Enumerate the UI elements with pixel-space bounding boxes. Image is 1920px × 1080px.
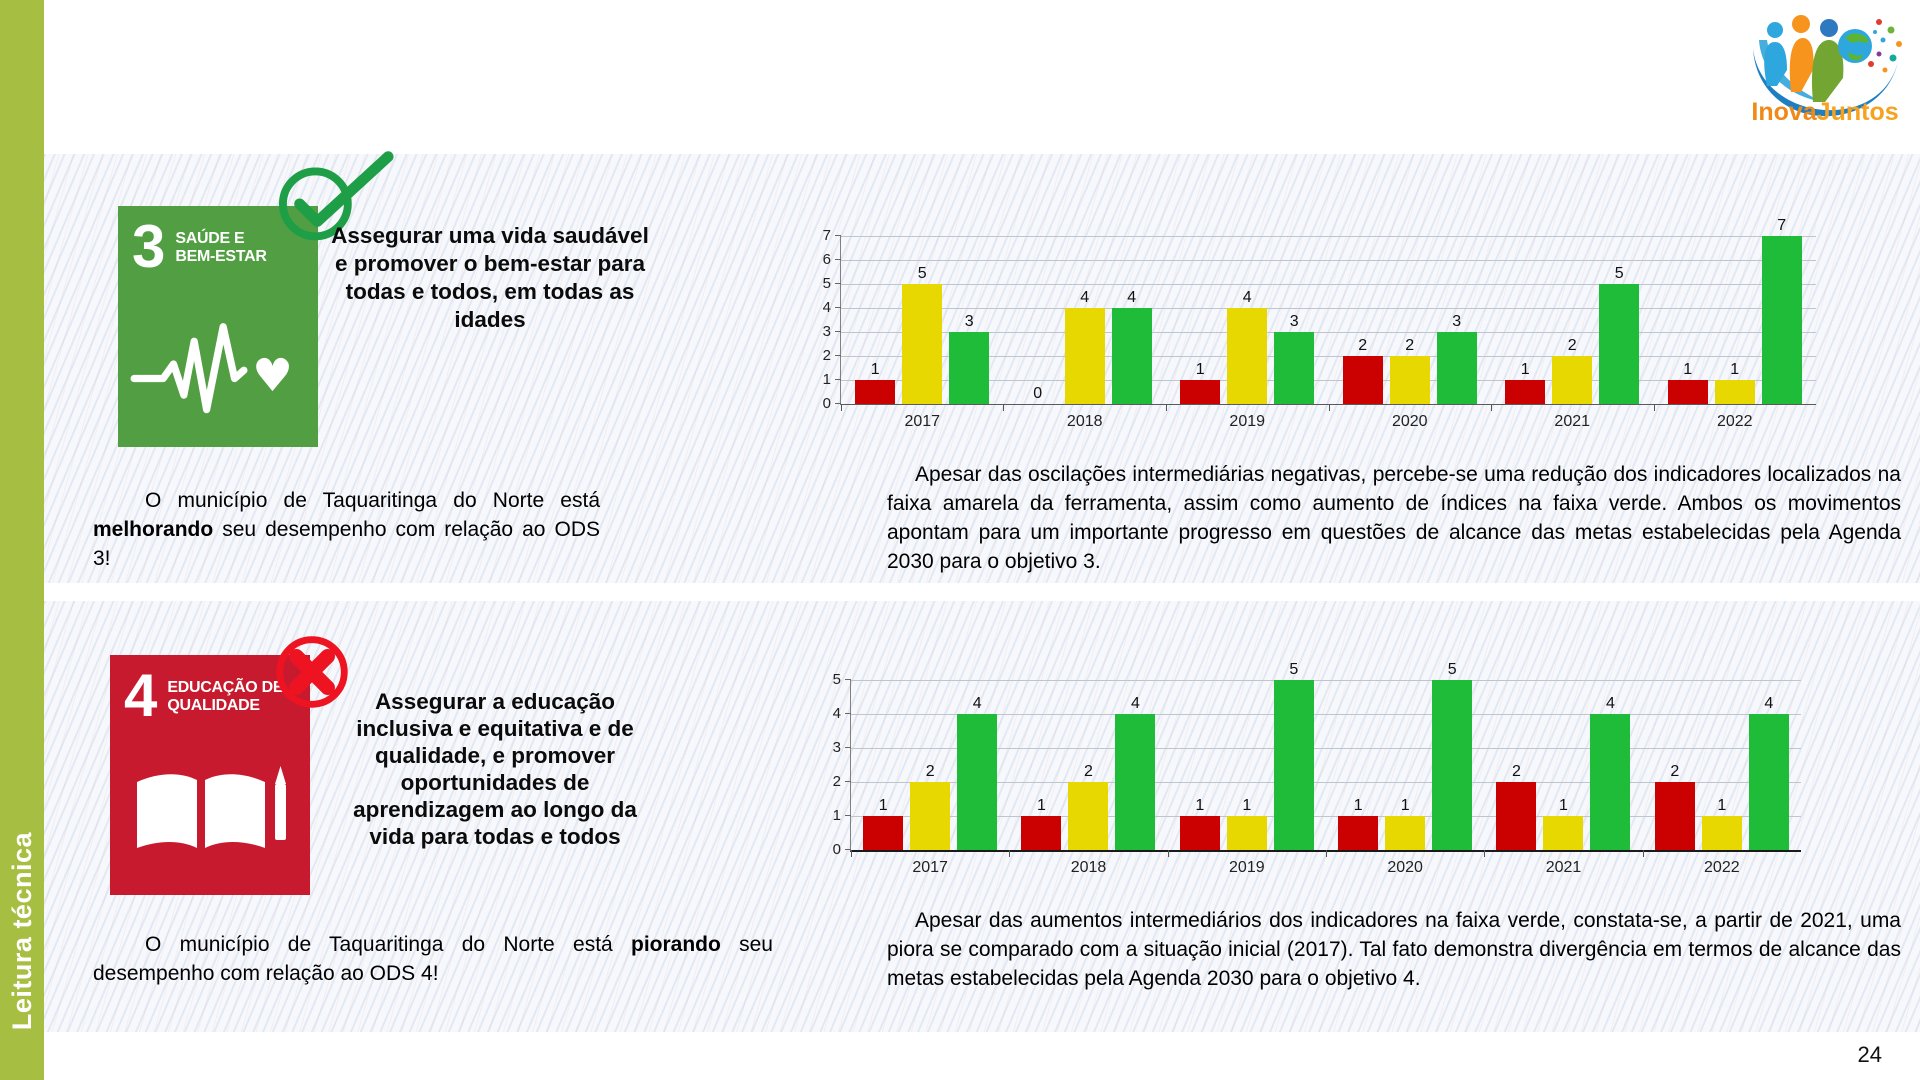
- bar-faixa-amarela: [1390, 356, 1430, 404]
- bar-column: [1227, 290, 1267, 404]
- ods3-summary-highlight: melhorando: [93, 518, 214, 541]
- bar-faixa-vermelha: [863, 816, 903, 850]
- bar-column: [1599, 266, 1639, 404]
- bar-column: [1715, 362, 1755, 404]
- bar-faixa-vermelha: [1496, 782, 1536, 850]
- bar-faixa-verde: [1115, 714, 1155, 850]
- ods4-bar-chart: [770, 645, 1830, 890]
- inovajuntos-logo-text: InovaJuntos: [1751, 98, 1899, 126]
- bar-group-2020: [1326, 661, 1484, 850]
- bar-value-label: 4: [1080, 289, 1090, 306]
- ods4-chart-plot: [832, 661, 1801, 876]
- ods3-goal-title: Assegurar uma vida saudável e promover o bem-estar para todas e todos, em todas as idades: [331, 223, 649, 332]
- x-axis-tick: [1491, 404, 1492, 411]
- bar-value-label: 0: [1033, 385, 1043, 402]
- bar-faixa-verde: [1274, 332, 1314, 404]
- bar-group-2018: [1009, 680, 1167, 850]
- ods3-number: 3: [132, 213, 166, 280]
- x-axis-label: 2018: [1070, 859, 1107, 876]
- y-axis-label: 2: [832, 773, 841, 790]
- bar-column: [1343, 338, 1383, 404]
- bar-value-label: 2: [1512, 763, 1521, 780]
- bar-column: [1505, 362, 1545, 404]
- bar-value-label: 1: [1559, 797, 1568, 814]
- y-axis-label: 4: [822, 299, 831, 316]
- bar-column: [1552, 338, 1592, 404]
- bar-faixa-verde: [1762, 236, 1802, 404]
- bar-column: [1180, 798, 1220, 850]
- bar-faixa-verde: [1437, 332, 1477, 404]
- bar-group-2021: [1484, 680, 1642, 850]
- bar-column: [1068, 764, 1108, 850]
- page-number: 24: [1857, 1042, 1882, 1067]
- bar-column: [1390, 338, 1430, 404]
- bar-value-label: 1: [1730, 361, 1740, 378]
- x-axis-tick: [1003, 404, 1004, 411]
- ods4-number: 4: [124, 662, 158, 729]
- inovajuntos-logo-icon: [1743, 6, 1908, 126]
- bar-value-label: 1: [1242, 797, 1252, 814]
- bar-faixa-amarela: [1065, 308, 1105, 404]
- bar-value-label: 1: [1195, 797, 1205, 814]
- ods4-summary-highlight: piorando: [631, 933, 721, 956]
- bar-column: [910, 764, 950, 850]
- y-axis-label: 0: [832, 841, 841, 858]
- bar-value-label: 5: [1447, 661, 1457, 678]
- bar-value-label: 5: [1289, 661, 1299, 678]
- bar-value-label: 1: [1353, 797, 1363, 814]
- bar-value-label: 5: [917, 265, 927, 282]
- bar-value-label: 2: [1567, 337, 1577, 354]
- bar-value-label: 7: [1777, 217, 1787, 234]
- bar-column: [1655, 764, 1695, 850]
- ods3-bar-chart: [760, 217, 1835, 436]
- bar-faixa-amarela: [1385, 816, 1425, 850]
- bar-column: [1668, 362, 1708, 404]
- bar-value-label: 5: [1614, 265, 1624, 282]
- bar-value-label: 1: [1683, 361, 1693, 378]
- bar-value-label: 4: [1127, 289, 1137, 306]
- bar-group-2022: [1654, 217, 1816, 404]
- bar-faixa-amarela: [1227, 816, 1267, 850]
- bar-value-label: 1: [1037, 797, 1046, 814]
- ods4-name: EDUCAÇÃO DE QUALIDADE: [167, 679, 284, 714]
- bar-value-label: 1: [870, 361, 880, 378]
- bar-column: [1021, 798, 1061, 850]
- bar-faixa-vermelha: [1655, 782, 1695, 850]
- bar-faixa-amarela: [902, 284, 942, 404]
- bar-column: [949, 314, 989, 404]
- bar-faixa-vermelha: [855, 380, 895, 404]
- bar-group-2017: [851, 680, 1009, 850]
- bar-faixa-verde: [1432, 680, 1472, 850]
- bar-column: [1018, 386, 1058, 404]
- x-axis-label: 2019: [1229, 413, 1266, 430]
- bar-value-label: 4: [1606, 695, 1615, 712]
- bar-value-label: 3: [1452, 313, 1462, 330]
- bar-group-2019: [1166, 236, 1328, 404]
- ods4-analysis: Apesar das aumentos intermediários dos indicadores na faixa verde, constata-se, a partir de 2021, uma piora se comparado com a situação inicial (2017). Tal fato demonstra divergência em termos de alcance das metas estabelecidas pela Agenda 2030 para o objetivo 4.: [887, 909, 1901, 990]
- bar-faixa-verde: [1112, 308, 1152, 404]
- bar-faixa-amarela: [910, 782, 950, 850]
- bar-group-2019: [1168, 661, 1326, 850]
- ods3-name: SAÚDE E BEM-ESTAR: [175, 230, 267, 265]
- bar-faixa-verde: [1590, 714, 1630, 850]
- x-axis-label: 2022: [1704, 859, 1740, 876]
- x-axis-label: 2019: [1229, 859, 1265, 876]
- bar-value-label: 2: [925, 763, 935, 780]
- bar-faixa-vermelha: [1021, 816, 1061, 850]
- y-axis-label: 4: [832, 705, 841, 722]
- bar-faixa-amarela: [1702, 816, 1742, 850]
- bar-value-label: 1: [1195, 361, 1205, 378]
- bar-faixa-vermelha: [1343, 356, 1383, 404]
- bar-value-label: 4: [1242, 289, 1252, 306]
- health-heartbeat-icon: [130, 306, 306, 420]
- bar-column: [1065, 290, 1105, 404]
- bar-column: [863, 798, 903, 850]
- x-axis-label: 2020: [1391, 413, 1428, 430]
- bar-column: [1432, 662, 1472, 850]
- y-axis-label: 0: [822, 395, 831, 412]
- bar-value-label: 3: [1289, 313, 1299, 330]
- bar-value-label: 3: [964, 313, 974, 330]
- bar-faixa-verde: [949, 332, 989, 404]
- x-axis-label: 2020: [1387, 859, 1423, 876]
- bar-faixa-verde: [1749, 714, 1789, 850]
- y-axis-label: 1: [832, 807, 841, 824]
- bar-group-2021: [1491, 236, 1653, 404]
- bar-column: [1590, 696, 1630, 850]
- x-axis-label: 2021: [1545, 859, 1582, 876]
- x-axis-tick: [851, 850, 852, 857]
- ods3-chart-plot: [822, 217, 1816, 430]
- bar-value-label: 2: [1670, 763, 1680, 780]
- bar-column: [1338, 798, 1378, 850]
- bar-value-label: 1: [1520, 361, 1530, 378]
- bar-column: [1180, 362, 1220, 404]
- ods3-analysis: Apesar das oscilações intermediárias negativas, percebe-se uma redução dos indicadores localizados na faixa amarela da ferramenta, assim como aumento de índices na faixa verde. Ambos os movimentos apontam para um importante progresso em questões de alcance das metas estabelecidas pela Agenda 2030 para o objetivo 3.: [887, 463, 1901, 573]
- y-axis-label: 2: [822, 347, 831, 364]
- bar-faixa-vermelha: [1180, 816, 1220, 850]
- bar-column: [1543, 798, 1583, 850]
- x-axis-tick: [1166, 404, 1167, 411]
- bar-column: [1227, 798, 1267, 850]
- bar-faixa-amarela: [1543, 816, 1583, 850]
- y-axis-label: 5: [822, 275, 831, 292]
- y-axis-label: 7: [822, 227, 831, 244]
- bar-faixa-verde: [1599, 284, 1639, 404]
- bar-faixa-amarela: [1068, 782, 1108, 850]
- bar-column: [855, 362, 895, 404]
- bar-column: [1496, 764, 1536, 850]
- x-axis-tick: [1329, 404, 1330, 411]
- inovajuntos-logo: [1743, 6, 1908, 126]
- x-axis-tick: [1654, 404, 1655, 411]
- y-axis-label: 1: [822, 371, 831, 388]
- bar-value-label: 1: [1400, 797, 1410, 814]
- bar-value-label: 1: [1717, 797, 1727, 814]
- bar-column: [1385, 798, 1425, 850]
- ods3-summary: O município de Taquaritinga do Norte está melhorando seu desempenho com relação ao ODS 3!: [93, 489, 600, 570]
- y-axis-label: 5: [832, 671, 841, 688]
- bar-column: [1274, 314, 1314, 404]
- bar-value-label: 4: [1764, 695, 1774, 712]
- x-axis-tick: [1326, 850, 1327, 857]
- svg-text:♥: ♥: [252, 348, 294, 402]
- bar-faixa-amarela: [1715, 380, 1755, 404]
- bar-value-label: 2: [1358, 337, 1368, 354]
- bar-faixa-vermelha: [1505, 380, 1545, 404]
- x-axis-tick: [1009, 850, 1010, 857]
- bar-value-label: 1: [878, 797, 888, 814]
- y-axis-label: 3: [832, 739, 841, 756]
- bar-column: [1437, 314, 1477, 404]
- x-axis-label: 2018: [1066, 413, 1103, 430]
- bar-value-label: 2: [1405, 337, 1415, 354]
- x-axis-tick: [1643, 850, 1644, 857]
- sidebar-label: Leitura técnica: [7, 831, 37, 1030]
- bar-column: [902, 266, 942, 404]
- bar-faixa-verde: [1274, 680, 1314, 850]
- sidebar-strip: [0, 0, 44, 1080]
- bar-faixa-vermelha: [1668, 380, 1708, 404]
- y-axis-label: 6: [822, 251, 831, 268]
- bar-column: [1112, 290, 1152, 404]
- x-axis-tick: [1168, 850, 1169, 857]
- x-axis-label: 2017: [904, 413, 941, 430]
- bar-column: [1702, 798, 1742, 850]
- bar-faixa-amarela: [1227, 308, 1267, 404]
- ods4-goal-title: Assegurar a educação inclusiva e equitativa e de qualidade, e promover oportunidades de aprendizagem ao longo da vida para todas e todos: [353, 689, 637, 849]
- y-axis-label: 3: [822, 323, 831, 340]
- bar-faixa-verde: [957, 714, 997, 850]
- bar-group-2018: [1003, 236, 1165, 404]
- education-book-icon: [125, 753, 295, 865]
- x-axis-label: 2021: [1554, 413, 1591, 430]
- bar-group-2020: [1329, 236, 1491, 404]
- x-axis-tick: [1484, 850, 1485, 857]
- ods4-summary: O município de Taquaritinga do Norte está piorando seu desempenho com relação ao ODS 4!: [93, 933, 773, 985]
- bar-column: [1274, 662, 1314, 850]
- bar-faixa-vermelha: [1180, 380, 1220, 404]
- bar-column: [1762, 218, 1802, 404]
- bar-group-2022: [1643, 680, 1801, 850]
- bar-faixa-vermelha: [1338, 816, 1378, 850]
- bar-group-2017: [841, 236, 1003, 404]
- bar-column: [1749, 696, 1789, 850]
- bar-column: [957, 696, 997, 850]
- bar-faixa-amarela: [1552, 356, 1592, 404]
- bar-column: [1115, 696, 1155, 850]
- x-axis-label: 2022: [1716, 413, 1753, 430]
- x-axis-tick: [841, 404, 842, 411]
- bar-value-label: 4: [972, 695, 982, 712]
- x-axis-label: 2017: [912, 859, 948, 876]
- bar-value-label: 2: [1084, 763, 1093, 780]
- bar-value-label: 4: [1131, 695, 1140, 712]
